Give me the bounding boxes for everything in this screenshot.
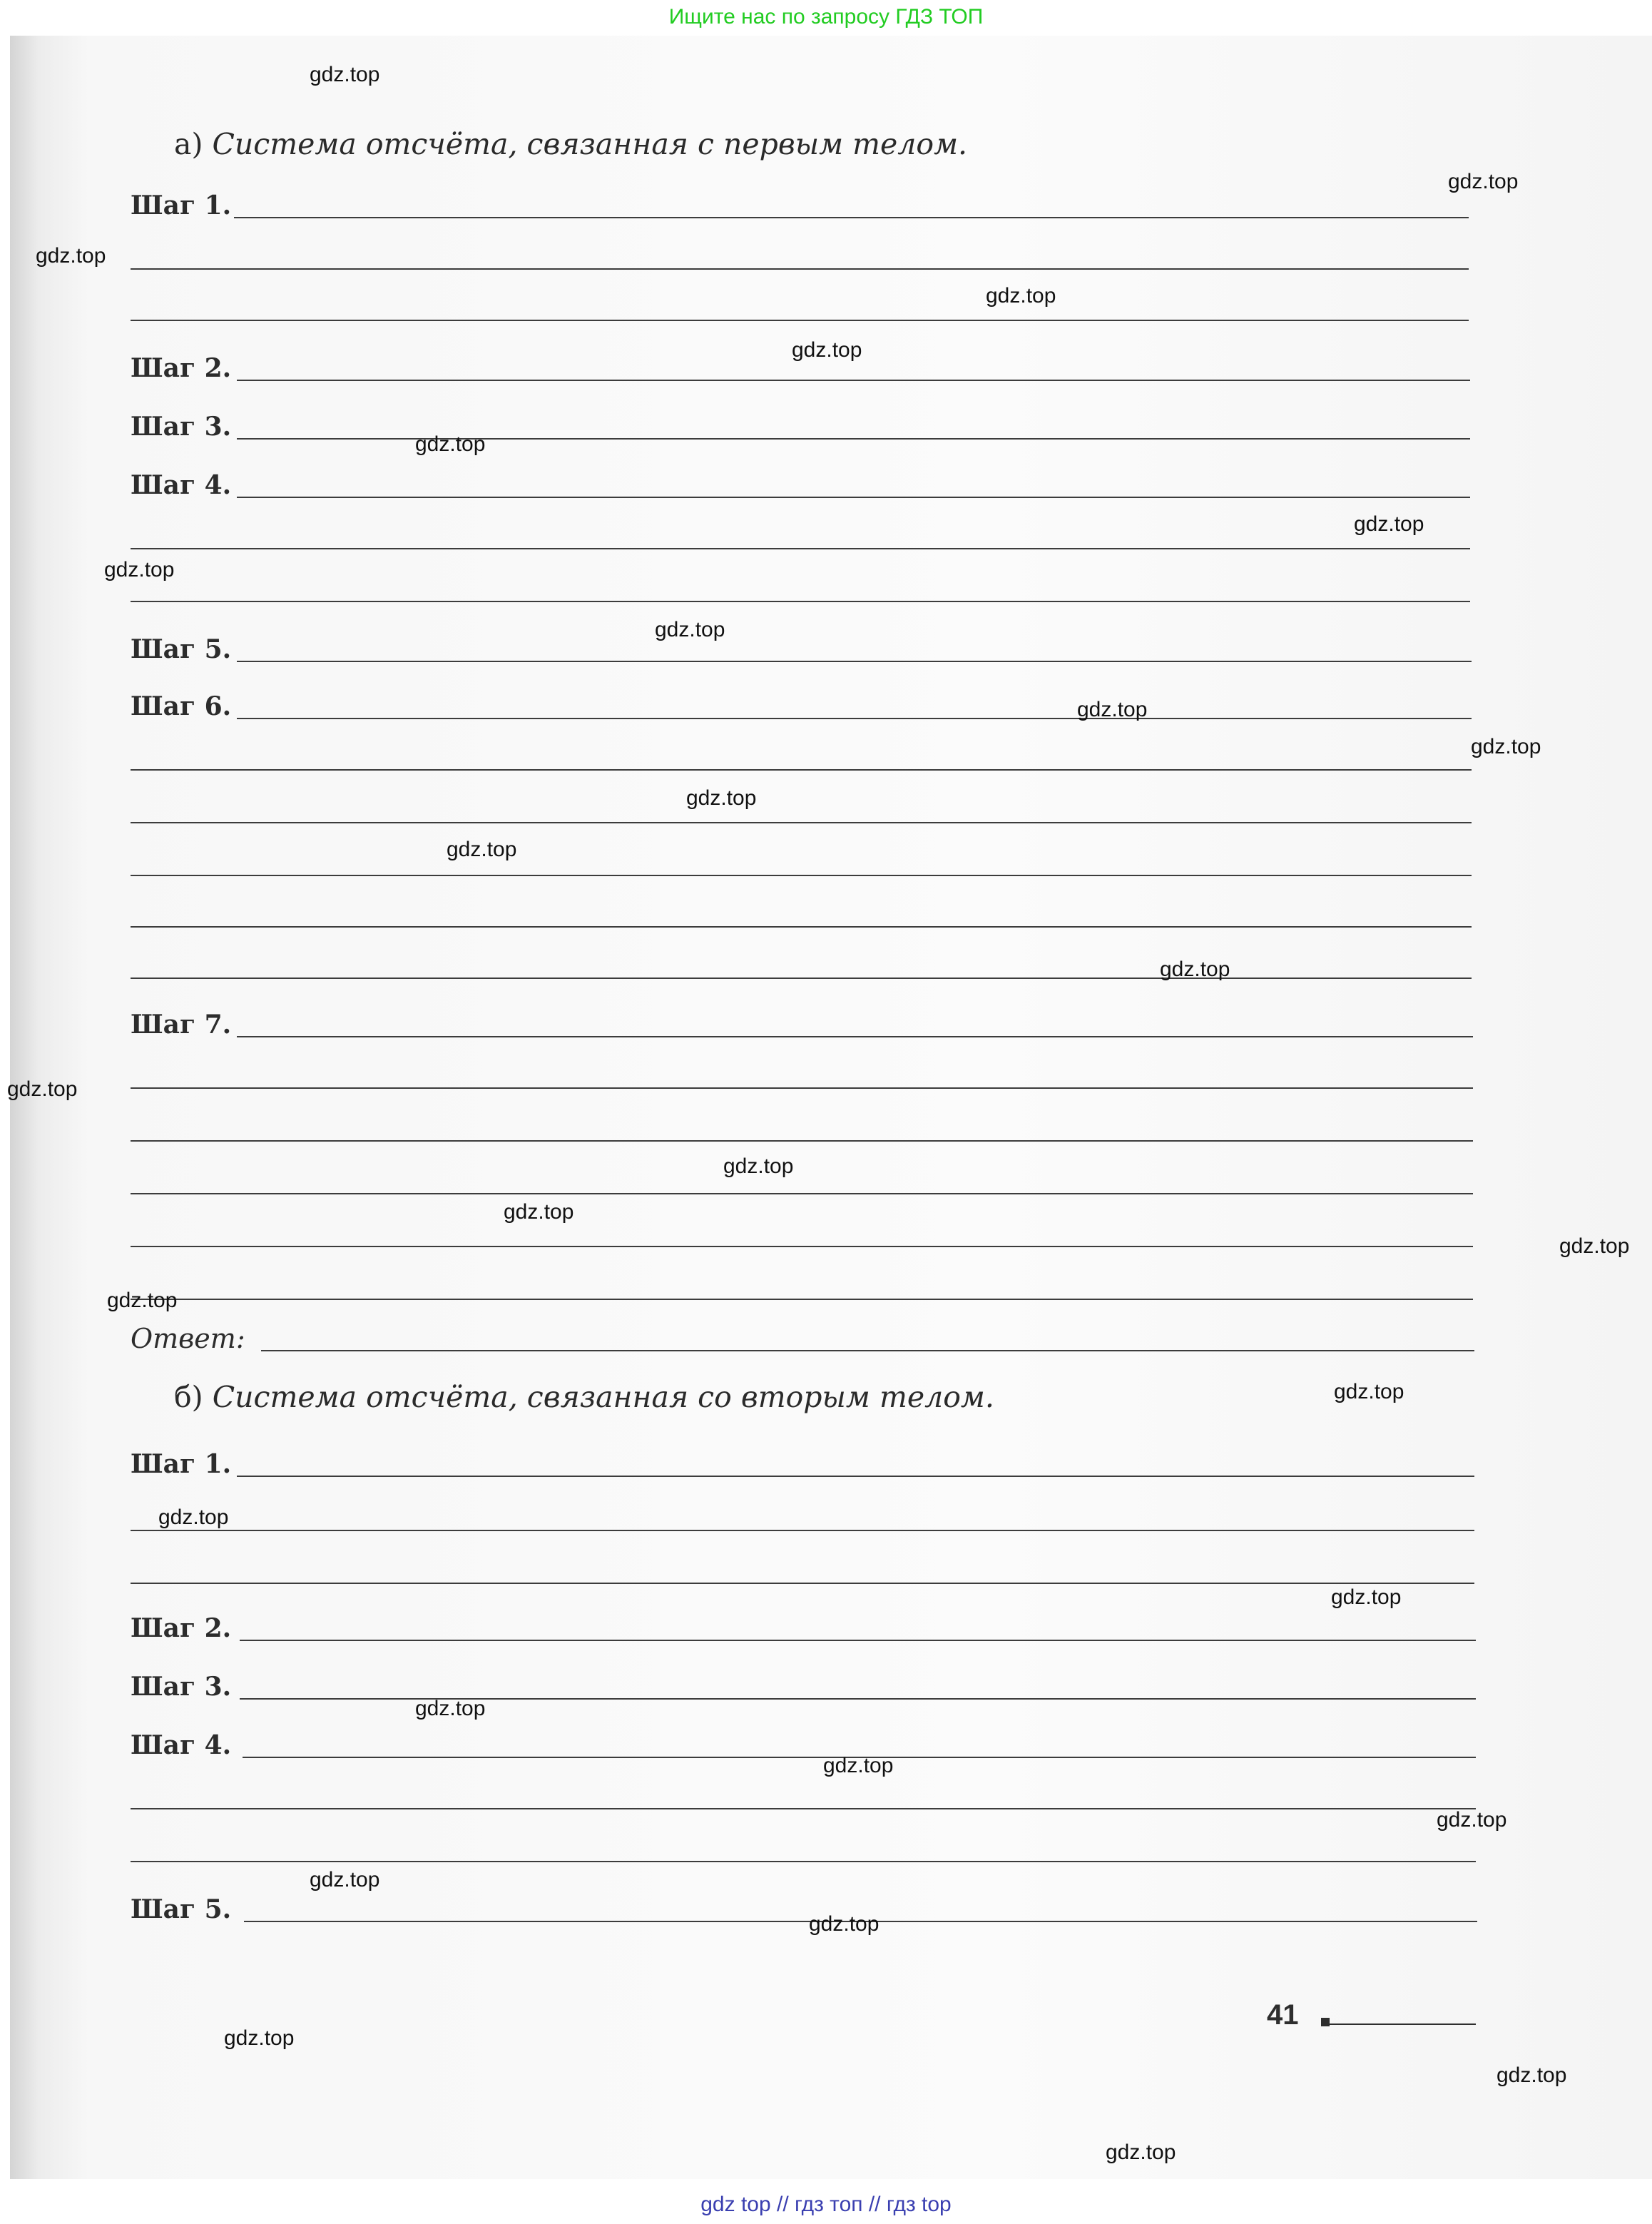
- step-1-label: Шаг 1.: [131, 1449, 232, 1479]
- answer-row: [0, 571, 1652, 604]
- answer-row: [0, 1778, 1652, 1811]
- writing-line[interactable]: [131, 1246, 1473, 1247]
- watermark-link[interactable]: gdz.top: [107, 1289, 178, 1312]
- answer-row: [0, 1320, 1652, 1353]
- watermark-link[interactable]: gdz.top: [792, 338, 862, 362]
- answer-row: [0, 1110, 1652, 1143]
- answer-row: [0, 845, 1652, 878]
- watermark-link[interactable]: gdz.top: [686, 786, 757, 810]
- watermark-link[interactable]: gdz.top: [1497, 2063, 1567, 2087]
- answer-row: [0, 1269, 1652, 1301]
- watermark-link[interactable]: gdz.top: [224, 2026, 295, 2050]
- answer-row: [0, 1057, 1652, 1090]
- step-7-label: Шаг 7.: [131, 1010, 232, 1040]
- writing-line[interactable]: [131, 1530, 1474, 1531]
- watermark-link[interactable]: gdz.top: [1559, 1234, 1630, 1258]
- search-banner[interactable]: Ищите нас по запросу ГДЗ ТОП: [668, 5, 984, 29]
- answer-row: [0, 408, 1652, 441]
- step-4-label: Шаг 4.: [131, 470, 232, 500]
- watermark-link[interactable]: gdz.top: [504, 1200, 574, 1224]
- answer-row: [0, 238, 1652, 271]
- step-5-label: Шаг 5.: [131, 634, 232, 664]
- watermark-link[interactable]: gdz.top: [104, 558, 175, 582]
- section-b-title: Система отсчёта, связанная со вторым телом.: [212, 1380, 994, 1414]
- answer-row: [0, 896, 1652, 929]
- watermark-link[interactable]: gdz.top: [447, 838, 517, 861]
- writing-line[interactable]: [131, 1299, 1473, 1300]
- watermark-link[interactable]: gdz.top: [823, 1754, 894, 1777]
- answer-row: [0, 467, 1652, 499]
- step-1-label: Шаг 1.: [131, 191, 232, 220]
- answer-row: [0, 1553, 1652, 1585]
- watermark-link[interactable]: gdz.top: [310, 63, 380, 86]
- watermark-link[interactable]: gdz.top: [986, 284, 1056, 308]
- page-number-marker: [1321, 2018, 1330, 2026]
- writing-line[interactable]: [131, 1140, 1473, 1142]
- watermark-link[interactable]: gdz.top: [1354, 512, 1424, 536]
- answer-label: Ответ:: [131, 1323, 245, 1354]
- writing-line[interactable]: [131, 1087, 1473, 1089]
- page-number-rule: [1330, 2024, 1476, 2025]
- answer-row: [0, 1446, 1652, 1478]
- writing-line[interactable]: [237, 661, 1472, 662]
- answer-row: [0, 290, 1652, 323]
- answer-row: [0, 1163, 1652, 1196]
- answer-row: [0, 948, 1652, 980]
- writing-line[interactable]: [131, 978, 1472, 979]
- section-a-prefix: а): [174, 127, 203, 161]
- answer-row: [0, 739, 1652, 772]
- writing-line[interactable]: [237, 1036, 1473, 1037]
- answer-row: [0, 792, 1652, 825]
- step-3-label: Шаг 3.: [131, 1672, 232, 1702]
- answer-row: [0, 688, 1652, 721]
- section-b-prefix: б): [174, 1380, 203, 1414]
- writing-line[interactable]: [131, 548, 1470, 549]
- watermark-link[interactable]: gdz.top: [1334, 1380, 1404, 1403]
- answer-line[interactable]: [261, 1350, 1474, 1351]
- step-2-label: Шаг 2.: [131, 1613, 232, 1643]
- writing-line[interactable]: [240, 1640, 1476, 1641]
- answer-row: [0, 1610, 1652, 1642]
- watermark-link[interactable]: gdz.top: [1437, 1808, 1507, 1832]
- watermark-link[interactable]: gdz.top: [310, 1868, 380, 1892]
- step-4-label: Шаг 4.: [131, 1730, 232, 1760]
- writing-line[interactable]: [131, 1808, 1476, 1809]
- answer-row: [0, 1006, 1652, 1039]
- answer-row: [0, 1668, 1652, 1701]
- watermark-link[interactable]: gdz.top: [415, 432, 486, 456]
- writing-line[interactable]: [237, 497, 1470, 498]
- watermark-link[interactable]: gdz.top: [809, 1912, 879, 1936]
- watermark-link[interactable]: gdz.top: [415, 1697, 486, 1720]
- watermark-link[interactable]: gdz.top: [36, 244, 106, 268]
- step-2-label: Шаг 2.: [131, 353, 232, 383]
- answer-row: [0, 187, 1652, 220]
- writing-line[interactable]: [131, 601, 1470, 602]
- step-3-label: Шаг 3.: [131, 412, 232, 442]
- writing-line[interactable]: [131, 822, 1472, 823]
- step-5-label: Шаг 5.: [131, 1894, 232, 1924]
- page-number: 41: [1267, 1999, 1299, 2031]
- section-a-heading: [174, 127, 967, 161]
- writing-line[interactable]: [237, 1476, 1474, 1477]
- watermark-link[interactable]: gdz.top: [1077, 698, 1148, 721]
- watermark-link[interactable]: gdz.top: [723, 1154, 794, 1178]
- watermark-link[interactable]: gdz.top: [655, 618, 725, 641]
- answer-row: [0, 631, 1652, 664]
- watermark-link[interactable]: gdz.top: [1331, 1585, 1402, 1609]
- writing-line[interactable]: [131, 1861, 1476, 1862]
- writing-line[interactable]: [131, 268, 1469, 270]
- writing-line[interactable]: [237, 718, 1472, 719]
- answer-row: [0, 1500, 1652, 1533]
- watermark-link[interactable]: gdz.top: [158, 1505, 229, 1529]
- watermark-link[interactable]: gdz.top: [1160, 958, 1230, 981]
- answer-row: [0, 1216, 1652, 1249]
- watermark-link[interactable]: gdz.top: [1448, 170, 1519, 193]
- watermark-link[interactable]: gdz.top: [1106, 2141, 1176, 2164]
- writing-line[interactable]: [131, 320, 1469, 321]
- watermark-link[interactable]: gdz.top: [7, 1077, 78, 1101]
- writing-line[interactable]: [131, 926, 1472, 928]
- writing-line[interactable]: [131, 769, 1472, 771]
- step-6-label: Шаг 6.: [131, 691, 232, 721]
- writing-line[interactable]: [131, 875, 1472, 876]
- footer-links[interactable]: gdz top // гдз топ // гдз top: [700, 2193, 952, 2216]
- writing-line[interactable]: [234, 217, 1469, 218]
- writing-line[interactable]: [237, 380, 1470, 381]
- writing-line[interactable]: [131, 1193, 1473, 1194]
- section-a-title: Система отсчёта, связанная с первым телом.: [212, 127, 968, 161]
- writing-line[interactable]: [131, 1583, 1474, 1584]
- watermark-link[interactable]: gdz.top: [1471, 735, 1541, 758]
- section-b-heading: [174, 1380, 994, 1414]
- answer-row: [0, 1831, 1652, 1864]
